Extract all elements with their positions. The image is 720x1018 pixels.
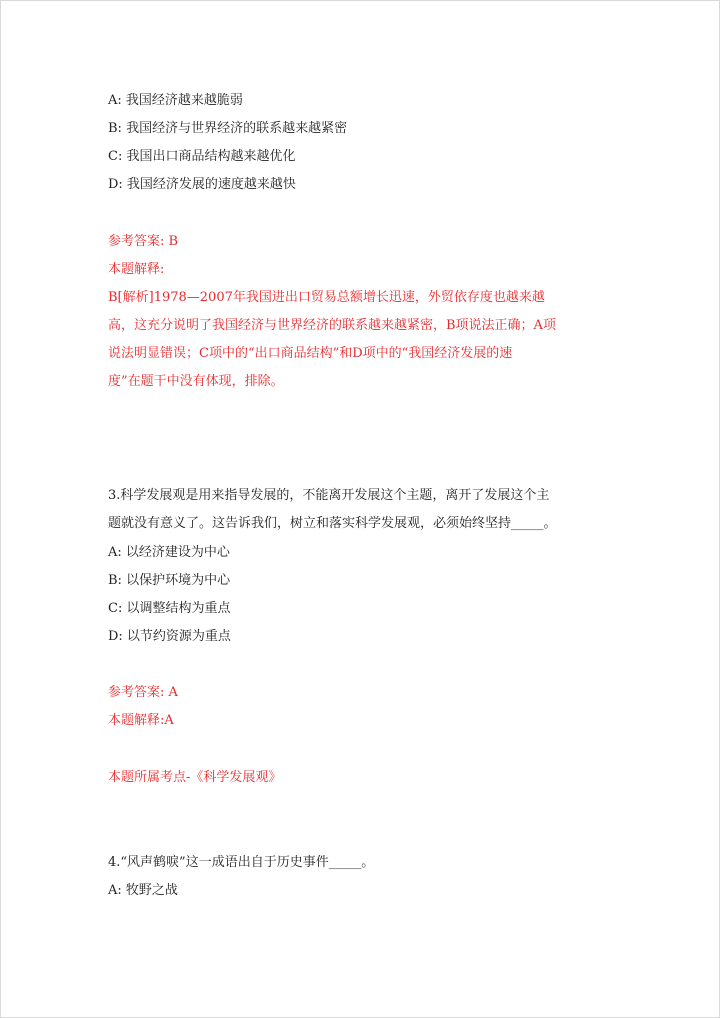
q4-stem: 4.“风声鹤唳”这一成语出自于历史事件_____。 [108,855,375,870]
q2-option-a: A: 我国经济越来越脆弱 [108,93,243,108]
q2-explanation-line: 高，这充分说明了我国经济与世界经济的联系越来越紧密，B项说法正确；A项 [108,318,556,333]
q3-option-a: A: 以经济建设为中心 [108,545,230,560]
q3-answer: 参考答案: A [108,685,178,700]
q3-topic: 本题所属考点-《科学发展观》 [108,770,282,785]
q2-explanation-label: 本题解释: [108,262,165,277]
q2-explanation-line: B[解析]1978—2007年我国进出口贸易总额增长迅速，外贸依存度也越来越 [108,290,545,305]
q3-explanation: 本题解释:A [108,713,174,728]
q2-option-d: D: 我国经济发展的速度越来越快 [108,177,296,192]
q2-answer: 参考答案: B [108,234,179,249]
q3-option-d: D: 以节约资源为重点 [108,629,231,644]
q3-option-c: C: 以调整结构为重点 [108,601,231,616]
q2-option-c: C: 我国出口商品结构越来越优化 [108,149,296,164]
q3-stem-line: 题就没有意义了。这告诉我们，树立和落实科学发展观，必须始终坚持_____。 [108,516,557,531]
q2-option-b: B: 我国经济与世界经济的联系越来越紧密 [108,121,348,136]
q3-stem-line: 3.科学发展观是用来指导发展的，不能离开发展这个主题，离开了发展这个主 [108,488,550,503]
q2-explanation-line: 度”在题干中没有体现，排除。 [108,374,284,389]
q4-option-a: A: 牧野之战 [108,883,178,898]
q2-explanation-line: 说法明显错误；C项中的“出口商品结构”和D项中的“我国经济发展的速 [108,346,513,361]
q3-option-b: B: 以保护环境为中心 [108,573,231,588]
